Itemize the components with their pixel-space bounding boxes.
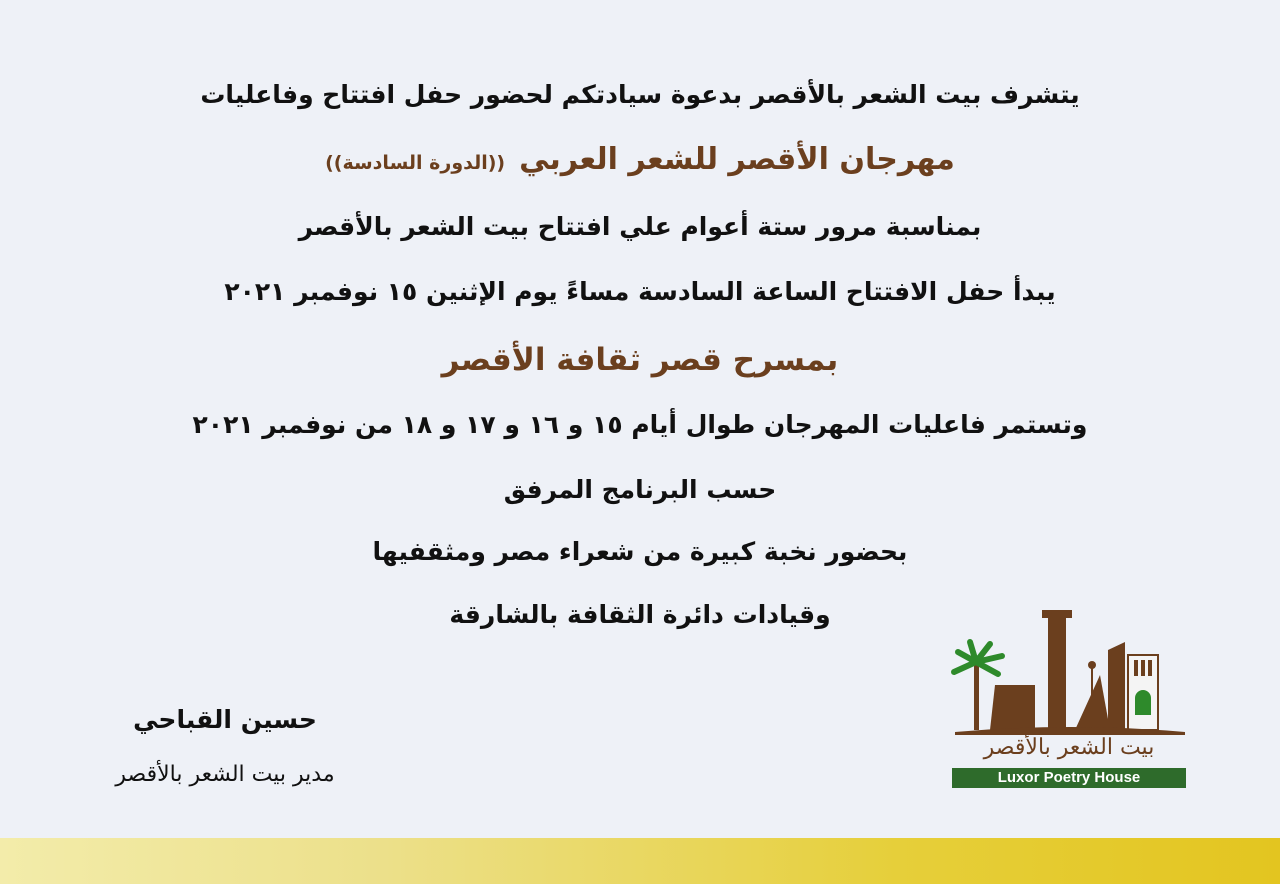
logo-arabic-text: بيت الشعر بالأقصر bbox=[983, 735, 1155, 760]
signatory-name: حسين القباحي bbox=[133, 705, 317, 734]
program-line: حسب البرنامج المرفق bbox=[503, 475, 777, 504]
opening-time-line: يبدأ حفل الافتتاح الساعة السادسة مساءً يوم الإثنين ١٥ نوفمبر ٢٠٢١ bbox=[224, 277, 1056, 306]
occasion-line: بمناسبة مرور ستة أعوام علي افتتاح بيت الشعر بالأقصر bbox=[298, 212, 982, 241]
invitation-intro: يتشرف بيت الشعر بالأقصر بدعوة سيادتكم لحضور حفل افتتاح وفاعليات bbox=[200, 80, 1080, 109]
sharjah-line: وقيادات دائرة الثقافة بالشارقة bbox=[449, 600, 831, 629]
venue-line: بمسرح قصر ثقافة الأقصر bbox=[441, 342, 839, 378]
logo-english-text: Luxor Poetry House bbox=[952, 768, 1186, 788]
edition-label: ((الدورة السادسة)) bbox=[325, 152, 506, 174]
festival-dates-line: وتستمر فاعليات المهرجان طوال أيام ١٥ و ١٦ و ١٧ و ١٨ من نوفمبر ٢٠٢١ bbox=[192, 410, 1088, 439]
festival-title bbox=[0, 142, 1280, 177]
signatory-title: مدير بيت الشعر بالأقصر bbox=[115, 762, 335, 787]
bottom-decorative-strip bbox=[0, 838, 1280, 884]
luxor-poetry-house-logo bbox=[950, 600, 1190, 790]
festival-name: مهرجان الأقصر للشعر العربي bbox=[519, 142, 955, 177]
attendance-line: بحضور نخبة كبيرة من شعراء مصر ومثقفيها bbox=[372, 537, 908, 566]
